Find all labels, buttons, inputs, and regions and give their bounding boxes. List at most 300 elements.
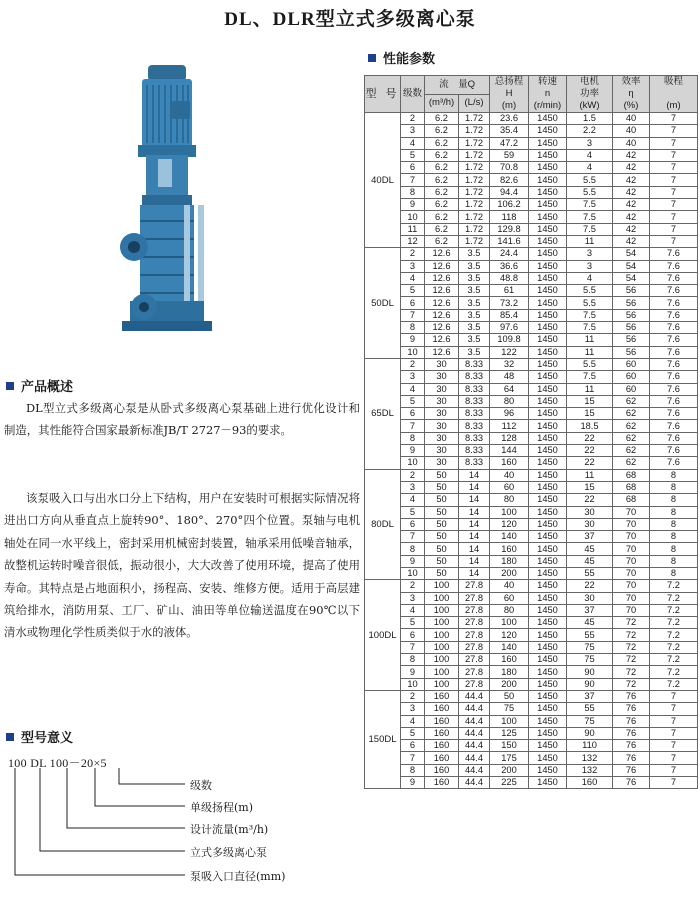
- table-cell: 1450: [529, 174, 567, 186]
- table-cell: 76: [613, 703, 650, 715]
- table-cell: 7: [650, 186, 698, 198]
- table-cell: 54: [613, 260, 650, 272]
- table-cell: 7.6: [650, 358, 698, 370]
- table-row: [365, 432, 698, 444]
- table-row: [365, 149, 698, 161]
- table-cell: 1450: [529, 531, 567, 543]
- table-cell: 12.6: [425, 322, 459, 334]
- header-suction: 吸程 (m): [650, 76, 698, 113]
- table-cell: 59: [490, 149, 529, 161]
- table-cell: 3: [401, 260, 425, 272]
- table-cell: 7: [650, 752, 698, 764]
- table-cell: 1450: [529, 506, 567, 518]
- table-cell: 75: [567, 654, 613, 666]
- table-row: [365, 137, 698, 149]
- table-row: [365, 457, 698, 469]
- table-cell: 14: [459, 469, 490, 481]
- table-cell: 160: [425, 777, 459, 789]
- table-cell: 1450: [529, 740, 567, 752]
- table-cell: 50: [425, 555, 459, 567]
- table-cell: 8: [401, 322, 425, 334]
- table-row: [365, 445, 698, 457]
- table-row: [365, 690, 698, 702]
- table-cell: 7: [650, 199, 698, 211]
- table-cell: 7: [650, 690, 698, 702]
- table-cell: 6: [401, 629, 425, 641]
- table-cell: 6: [401, 162, 425, 174]
- table-cell: 4: [401, 604, 425, 616]
- table-cell: 62: [613, 420, 650, 432]
- table-row: [365, 543, 698, 555]
- title-latin: DL、DLR: [224, 9, 316, 30]
- table-cell: 7.2: [650, 678, 698, 690]
- table-cell: 4: [567, 149, 613, 161]
- table-cell: 7: [650, 715, 698, 727]
- table-cell: 7.2: [650, 604, 698, 616]
- table-cell: 44.4: [459, 727, 490, 739]
- table-row: [365, 592, 698, 604]
- table-cell: 6: [401, 408, 425, 420]
- table-cell: 7.6: [650, 383, 698, 395]
- table-cell: 106.2: [490, 199, 529, 211]
- section-performance: [368, 48, 435, 67]
- table-cell: 60: [613, 383, 650, 395]
- table-cell: 1450: [529, 777, 567, 789]
- table-cell: 1450: [529, 604, 567, 616]
- table-cell: 7.6: [650, 248, 698, 260]
- table-cell: 3: [567, 248, 613, 260]
- table-cell: 160: [490, 654, 529, 666]
- table-row: [365, 641, 698, 653]
- table-cell: 1450: [529, 690, 567, 702]
- table-row: [365, 678, 698, 690]
- table-cell: 12.6: [425, 297, 459, 309]
- section-model-meaning-label: 型号意义: [21, 731, 74, 746]
- performance-table: [364, 75, 698, 789]
- table-cell: 8: [401, 186, 425, 198]
- table-cell: 30: [567, 592, 613, 604]
- table-row: [365, 260, 698, 272]
- table-cell: 12.6: [425, 309, 459, 321]
- table-cell: 1450: [529, 432, 567, 444]
- table-cell: 42: [613, 199, 650, 211]
- table-cell: 1450: [529, 518, 567, 530]
- table-row: [365, 654, 698, 666]
- table-cell: 1450: [529, 420, 567, 432]
- legend-type: 立式多级离心泵: [190, 846, 267, 859]
- table-cell: 50: [425, 506, 459, 518]
- table-cell: 1450: [529, 346, 567, 358]
- table-cell: 23.6: [490, 113, 529, 125]
- table-cell: 44.4: [459, 690, 490, 702]
- table-cell: 10: [401, 346, 425, 358]
- table-cell: 14: [459, 494, 490, 506]
- table-cell: 1450: [529, 199, 567, 211]
- table-cell: 12.6: [425, 272, 459, 284]
- table-cell: 70: [613, 518, 650, 530]
- table-cell: 76: [613, 740, 650, 752]
- table-cell: 1.72: [459, 223, 490, 235]
- table-cell: 54: [613, 272, 650, 284]
- table-row: [365, 174, 698, 186]
- table-cell: 5.5: [567, 174, 613, 186]
- table-cell: 8: [650, 531, 698, 543]
- table-cell: 7: [401, 309, 425, 321]
- table-cell: 122: [490, 346, 529, 358]
- table-cell: 141.6: [490, 235, 529, 247]
- table-cell: 8: [650, 506, 698, 518]
- table-cell: 55: [567, 703, 613, 715]
- header-flow-ls: (L/s): [459, 94, 490, 113]
- table-cell: 47.2: [490, 137, 529, 149]
- table-cell: 200: [490, 567, 529, 579]
- table-row: [365, 186, 698, 198]
- table-cell: 7.5: [567, 322, 613, 334]
- table-cell: 3.5: [459, 322, 490, 334]
- table-cell: 3: [401, 371, 425, 383]
- table-cell: 70: [613, 580, 650, 592]
- table-cell: 32: [490, 358, 529, 370]
- table-cell: 61: [490, 285, 529, 297]
- table-cell: 14: [459, 506, 490, 518]
- table-cell: 7: [401, 641, 425, 653]
- overview-paragraph-2: 该泵吸入口与出水口分上下结构，用户在安装时可根据实际情况将进出口方向从垂直点上旋转90°、180°、270°四个位置。泵轴与电机轴处在同一水平线上，密封采用机械密封装置，轴承采用低噪音轴承，故整机运转时噪音很低，振动很小，大大改善了使用环境，提高了使用寿命。其特点是占地面积小，扬程高、安装、维修方便。适用于高层建筑给排水，消防用泵、工厂、矿山、油田等单位输送温度在90℃以下清水或物理化学性质类似于水的液体。: [4, 491, 360, 640]
- table-cell: 7.2: [650, 641, 698, 653]
- table-cell: 3: [401, 592, 425, 604]
- model-cell: 150DL: [365, 690, 401, 788]
- table-cell: 7: [650, 740, 698, 752]
- table-cell: 42: [613, 162, 650, 174]
- table-cell: 12.6: [425, 260, 459, 272]
- table-cell: 73.2: [490, 297, 529, 309]
- table-cell: 30: [425, 420, 459, 432]
- table-cell: 11: [567, 346, 613, 358]
- header-flow: 流 量Q: [425, 76, 490, 95]
- table-cell: 1450: [529, 186, 567, 198]
- table-cell: 180: [490, 666, 529, 678]
- table-cell: 14: [459, 543, 490, 555]
- table-cell: 7: [650, 235, 698, 247]
- table-cell: 3.5: [459, 297, 490, 309]
- table-row: [365, 408, 698, 420]
- table-cell: 8: [650, 518, 698, 530]
- table-cell: 45: [567, 543, 613, 555]
- table-cell: 56: [613, 285, 650, 297]
- table-cell: 8: [401, 543, 425, 555]
- table-cell: 68: [613, 469, 650, 481]
- legend-diameter: 泵吸入口直径(mm): [190, 870, 286, 883]
- table-cell: 1450: [529, 149, 567, 161]
- table-row: [365, 629, 698, 641]
- table-cell: 48.8: [490, 272, 529, 284]
- table-cell: 180: [490, 555, 529, 567]
- table-row: [365, 469, 698, 481]
- table-row: [365, 199, 698, 211]
- table-cell: 1450: [529, 555, 567, 567]
- table-cell: 62: [613, 432, 650, 444]
- table-cell: 9: [401, 555, 425, 567]
- table-cell: 1450: [529, 211, 567, 223]
- table-cell: 125: [490, 727, 529, 739]
- table-cell: 14: [459, 531, 490, 543]
- table-row: [365, 715, 698, 727]
- table-cell: 70: [613, 604, 650, 616]
- table-row: [365, 703, 698, 715]
- header-model: 型 号: [365, 76, 401, 113]
- table-cell: 4: [401, 494, 425, 506]
- title-cn: 型立式多级离心泵: [315, 8, 476, 30]
- table-row: [365, 395, 698, 407]
- table-cell: 4: [567, 162, 613, 174]
- table-cell: 8: [650, 469, 698, 481]
- table-cell: 72: [613, 654, 650, 666]
- table-cell: 7.6: [650, 457, 698, 469]
- table-cell: 27.8: [459, 678, 490, 690]
- table-cell: 56: [613, 297, 650, 309]
- table-cell: 3: [567, 260, 613, 272]
- table-cell: 42: [613, 235, 650, 247]
- header-speed: 转速 n (r/min): [529, 76, 567, 113]
- table-cell: 4: [567, 272, 613, 284]
- table-row: [365, 518, 698, 530]
- table-cell: 30: [425, 432, 459, 444]
- table-cell: 7.5: [567, 371, 613, 383]
- table-cell: 8.33: [459, 408, 490, 420]
- table-cell: 12.6: [425, 285, 459, 297]
- table-cell: 44.4: [459, 715, 490, 727]
- table-cell: 60: [490, 481, 529, 493]
- table-cell: 1450: [529, 654, 567, 666]
- table-cell: 100: [490, 715, 529, 727]
- table-cell: 40: [613, 113, 650, 125]
- table-cell: 2: [401, 469, 425, 481]
- table-cell: 1450: [529, 137, 567, 149]
- table-cell: 1450: [529, 567, 567, 579]
- table-cell: 100: [425, 666, 459, 678]
- table-row: [365, 125, 698, 137]
- table-cell: 2: [401, 358, 425, 370]
- table-cell: 7.6: [650, 408, 698, 420]
- table-cell: 1450: [529, 481, 567, 493]
- table-cell: 160: [425, 752, 459, 764]
- table-cell: 90: [567, 727, 613, 739]
- table-cell: 100: [425, 592, 459, 604]
- table-cell: 7.5: [567, 211, 613, 223]
- table-cell: 1.72: [459, 125, 490, 137]
- table-cell: 7: [650, 113, 698, 125]
- table-cell: 60: [613, 371, 650, 383]
- table-cell: 27.8: [459, 629, 490, 641]
- table-cell: 175: [490, 752, 529, 764]
- table-cell: 4: [401, 137, 425, 149]
- table-cell: 6.2: [425, 149, 459, 161]
- table-cell: 30: [425, 383, 459, 395]
- table-cell: 42: [613, 149, 650, 161]
- table-cell: 9: [401, 334, 425, 346]
- table-cell: 27.8: [459, 641, 490, 653]
- table-cell: 7.2: [650, 629, 698, 641]
- table-cell: 200: [490, 764, 529, 776]
- table-cell: 200: [490, 678, 529, 690]
- table-row: [365, 285, 698, 297]
- table-cell: 1450: [529, 223, 567, 235]
- table-cell: 50: [425, 469, 459, 481]
- table-cell: 160: [425, 715, 459, 727]
- table-cell: 35.4: [490, 125, 529, 137]
- table-cell: 160: [425, 690, 459, 702]
- table-cell: 62: [613, 408, 650, 420]
- table-cell: 8: [401, 764, 425, 776]
- table-cell: 160: [490, 543, 529, 555]
- table-cell: 2.2: [567, 125, 613, 137]
- table-cell: 5: [401, 149, 425, 161]
- table-cell: 2: [401, 580, 425, 592]
- table-cell: 48: [490, 371, 529, 383]
- table-cell: 7: [650, 137, 698, 149]
- table-cell: 1.5: [567, 113, 613, 125]
- table-cell: 1450: [529, 113, 567, 125]
- table-cell: 30: [425, 371, 459, 383]
- table-cell: 30: [425, 395, 459, 407]
- table-cell: 3: [567, 137, 613, 149]
- table-cell: 27.8: [459, 617, 490, 629]
- table-row: [365, 580, 698, 592]
- table-cell: 1450: [529, 309, 567, 321]
- table-cell: 56: [613, 346, 650, 358]
- table-cell: 1450: [529, 408, 567, 420]
- table-cell: 72: [613, 666, 650, 678]
- table-cell: 7.6: [650, 285, 698, 297]
- table-cell: 118: [490, 211, 529, 223]
- table-row: [365, 555, 698, 567]
- table-cell: 7: [650, 727, 698, 739]
- table-cell: 8.33: [459, 358, 490, 370]
- table-cell: 7: [650, 149, 698, 161]
- table-row: [365, 481, 698, 493]
- table-cell: 6.2: [425, 137, 459, 149]
- table-cell: 72: [613, 641, 650, 653]
- table-row: [365, 666, 698, 678]
- table-cell: 100: [425, 580, 459, 592]
- table-cell: 80: [490, 494, 529, 506]
- table-cell: 7.6: [650, 272, 698, 284]
- table-cell: 80: [490, 395, 529, 407]
- table-cell: 12: [401, 235, 425, 247]
- table-cell: 50: [425, 494, 459, 506]
- table-cell: 1450: [529, 235, 567, 247]
- table-cell: 1450: [529, 764, 567, 776]
- table-cell: 1450: [529, 125, 567, 137]
- table-row: [365, 211, 698, 223]
- table-cell: 225: [490, 777, 529, 789]
- table-cell: 30: [425, 408, 459, 420]
- table-cell: 54: [613, 248, 650, 260]
- table-cell: 3.5: [459, 346, 490, 358]
- table-cell: 7: [650, 764, 698, 776]
- table-row: [365, 346, 698, 358]
- table-row: [365, 617, 698, 629]
- table-cell: 12.6: [425, 248, 459, 260]
- table-cell: 30: [425, 445, 459, 457]
- table-cell: 42: [613, 186, 650, 198]
- table-cell: 70: [613, 506, 650, 518]
- table-cell: 1450: [529, 678, 567, 690]
- table-cell: 27.8: [459, 580, 490, 592]
- table-cell: 22: [567, 494, 613, 506]
- table-cell: 8: [650, 555, 698, 567]
- table-cell: 1450: [529, 469, 567, 481]
- table-cell: 7.2: [650, 592, 698, 604]
- table-cell: 10: [401, 457, 425, 469]
- table-cell: 72: [613, 629, 650, 641]
- table-cell: 76: [613, 752, 650, 764]
- table-cell: 64: [490, 383, 529, 395]
- table-cell: 24.4: [490, 248, 529, 260]
- table-cell: 62: [613, 445, 650, 457]
- table-row: [365, 235, 698, 247]
- table-cell: 8: [401, 654, 425, 666]
- model-cell: 100DL: [365, 580, 401, 691]
- table-cell: 76: [613, 715, 650, 727]
- square-bullet-icon: [368, 54, 376, 62]
- table-cell: 129.8: [490, 223, 529, 235]
- table-row: [365, 297, 698, 309]
- table-cell: 9: [401, 666, 425, 678]
- table-cell: 120: [490, 518, 529, 530]
- table-cell: 160: [425, 740, 459, 752]
- table-cell: 44.4: [459, 777, 490, 789]
- performance-table-body: [365, 113, 698, 789]
- table-cell: 76: [613, 690, 650, 702]
- table-cell: 150: [490, 740, 529, 752]
- table-cell: 12.6: [425, 346, 459, 358]
- table-cell: 1450: [529, 162, 567, 174]
- table-cell: 6: [401, 297, 425, 309]
- table-cell: 7: [401, 531, 425, 543]
- table-cell: 7: [401, 420, 425, 432]
- table-cell: 56: [613, 309, 650, 321]
- table-cell: 56: [613, 322, 650, 334]
- table-cell: 110: [567, 740, 613, 752]
- section-overview-label: 产品概述: [21, 380, 74, 395]
- table-cell: 1450: [529, 543, 567, 555]
- legend-head: 单级扬程(m): [190, 801, 254, 814]
- table-row: [365, 604, 698, 616]
- table-cell: 7.6: [650, 346, 698, 358]
- table-row: [365, 162, 698, 174]
- table-cell: 6.2: [425, 125, 459, 137]
- table-cell: 22: [567, 457, 613, 469]
- table-row: [365, 371, 698, 383]
- table-cell: 1450: [529, 285, 567, 297]
- table-cell: 15: [567, 408, 613, 420]
- table-cell: 14: [459, 481, 490, 493]
- table-cell: 40: [490, 580, 529, 592]
- table-cell: 1.72: [459, 186, 490, 198]
- table-cell: 8.33: [459, 445, 490, 457]
- table-cell: 2: [401, 248, 425, 260]
- table-cell: 7.2: [650, 654, 698, 666]
- table-cell: 8: [650, 494, 698, 506]
- table-cell: 160: [567, 777, 613, 789]
- table-row: [365, 113, 698, 125]
- table-cell: 18.5: [567, 420, 613, 432]
- table-cell: 1450: [529, 666, 567, 678]
- model-cell: 50DL: [365, 248, 401, 359]
- table-cell: 100: [425, 617, 459, 629]
- table-cell: 10: [401, 678, 425, 690]
- table-cell: 1450: [529, 297, 567, 309]
